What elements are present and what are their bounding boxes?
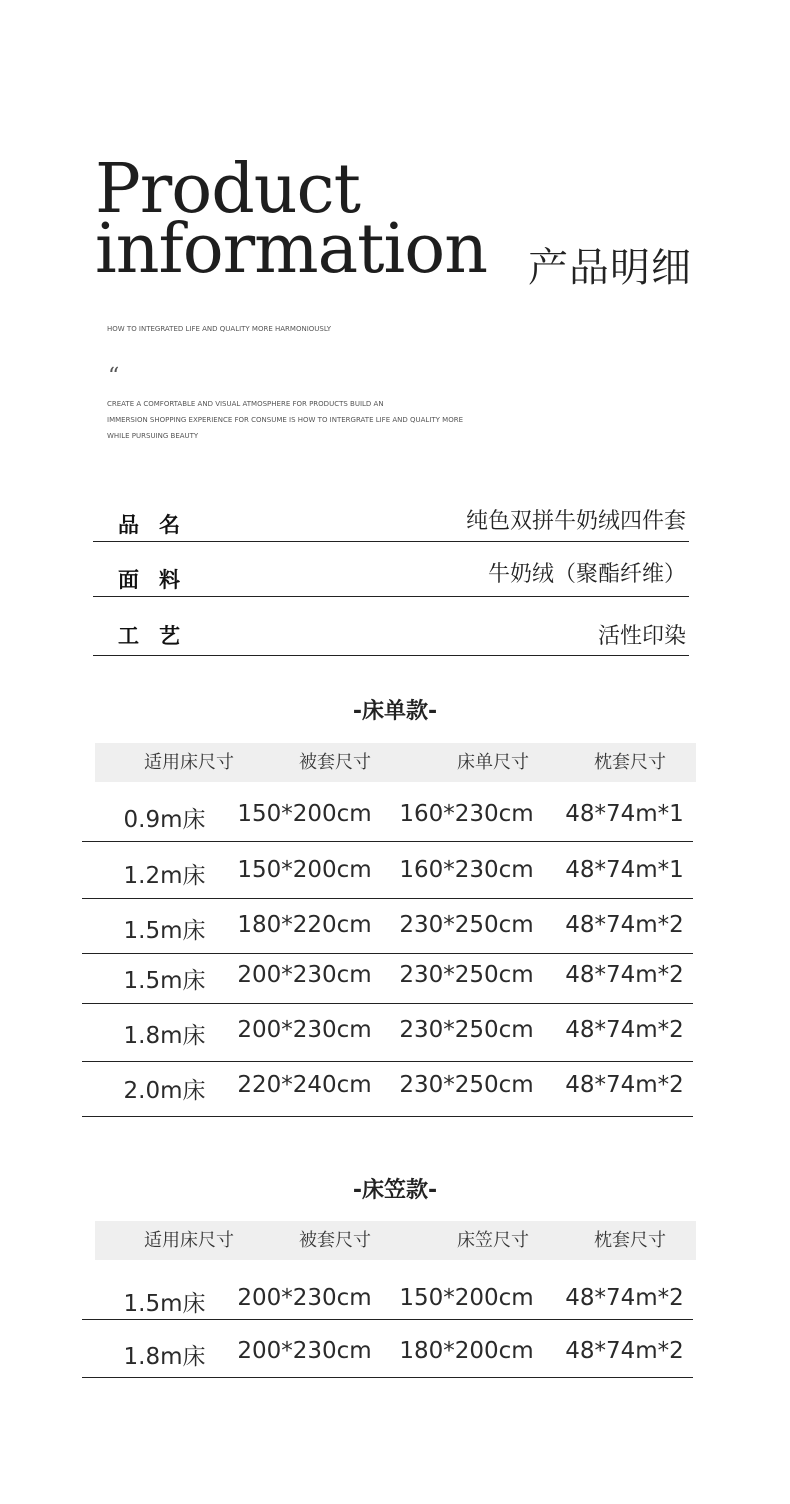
table-cell: 1.8m床 [123,1344,206,1370]
table-cell: 0.9m床 [123,807,206,833]
title-chinese: 产品明细 [528,245,692,291]
info-label: 品名 [118,513,200,537]
table-row [82,899,693,954]
table-row [82,790,693,842]
info-value: 活性印染 [597,624,686,649]
table-cell: 230*250cm [399,1017,534,1043]
quote-icon: “ [108,364,120,389]
title-line-2: information [95,210,487,289]
table-cell: 48*74m*2 [565,912,684,938]
table-cell: 48*74m*1 [565,801,684,827]
table-cell: 230*250cm [399,912,534,938]
table-cell: 48*74m*2 [565,962,684,988]
table-cell: 160*230cm [399,857,534,883]
table-cell: 1.5m床 [123,1291,206,1317]
header-cell: 被套尺寸 [299,1230,371,1251]
section-title-sheet: -床单款- [352,699,438,724]
table-cell: 200*230cm [237,962,372,988]
info-row-name [93,500,689,542]
table-cell: 150*200cm [237,857,372,883]
quote-line-2: IMMERSION SHOPPING EXPERIENCE FOR CONSUME IS HOW TO INTERGRATE LIFE AND QUALITY MORE [107,416,463,424]
info-value: 牛奶绒（聚酯纤维） [487,562,686,587]
table-cell: 48*74m*2 [565,1072,684,1098]
header-cell: 适用床尺寸 [144,752,234,773]
table-row [82,1062,693,1117]
table-cell: 180*220cm [237,912,372,938]
table-row [82,954,693,1004]
table-cell: 48*74m*1 [565,857,684,883]
table-cell: 230*250cm [399,1072,534,1098]
table-cell: 150*200cm [237,801,372,827]
table-cell: 200*230cm [237,1017,372,1043]
table-row [82,1268,693,1320]
info-row-fabric [93,555,689,597]
quote-line-3: WHILE PURSUING BEAUTY [107,432,199,440]
table-header [95,743,696,782]
header-cell: 适用床尺寸 [144,1230,234,1251]
info-label: 工艺 [118,624,200,648]
table-cell: 200*230cm [237,1338,372,1364]
quote-text [107,396,527,444]
section-title-fitted: -床笠款- [352,1178,438,1203]
table-cell: 180*200cm [399,1338,534,1364]
table-cell: 200*230cm [237,1285,372,1311]
header-cell: 枕套尺寸 [594,1230,666,1251]
table-cell: 220*240cm [237,1072,372,1098]
info-row-craft [93,610,689,656]
table-cell: 1.2m床 [123,863,206,889]
table-cell: 48*74m*2 [565,1338,684,1364]
tagline: HOW TO INTEGRATED LIFE AND QUALITY MORE HARMONIOUSLY [107,325,332,333]
table-cell: 2.0m床 [123,1078,206,1104]
table-cell: 48*74m*2 [565,1017,684,1043]
page-title [95,150,487,289]
table-cell: 230*250cm [399,962,534,988]
header-cell: 床笠尺寸 [457,1230,529,1251]
quote-line-1: CREATE A COMFORTABLE AND VISUAL ATMOSPHERE FOR PRODUCTS BUILD AN [107,400,384,408]
info-label: 面料 [118,568,200,592]
header-cell: 被套尺寸 [299,752,371,773]
header-cell: 床单尺寸 [457,752,529,773]
table-header [95,1221,696,1260]
table-cell: 160*230cm [399,801,534,827]
table-row [82,842,693,899]
table-cell: 1.8m床 [123,1023,206,1049]
table-cell: 1.5m床 [123,968,206,994]
table-row [82,1004,693,1062]
table-cell: 48*74m*2 [565,1285,684,1311]
table-row [82,1320,693,1378]
info-value: 纯色双拼牛奶绒四件套 [465,509,686,534]
title-line-1: Product [95,150,360,229]
table-cell: 150*200cm [399,1285,534,1311]
header-cell: 枕套尺寸 [594,752,666,773]
table-cell: 1.5m床 [123,918,206,944]
